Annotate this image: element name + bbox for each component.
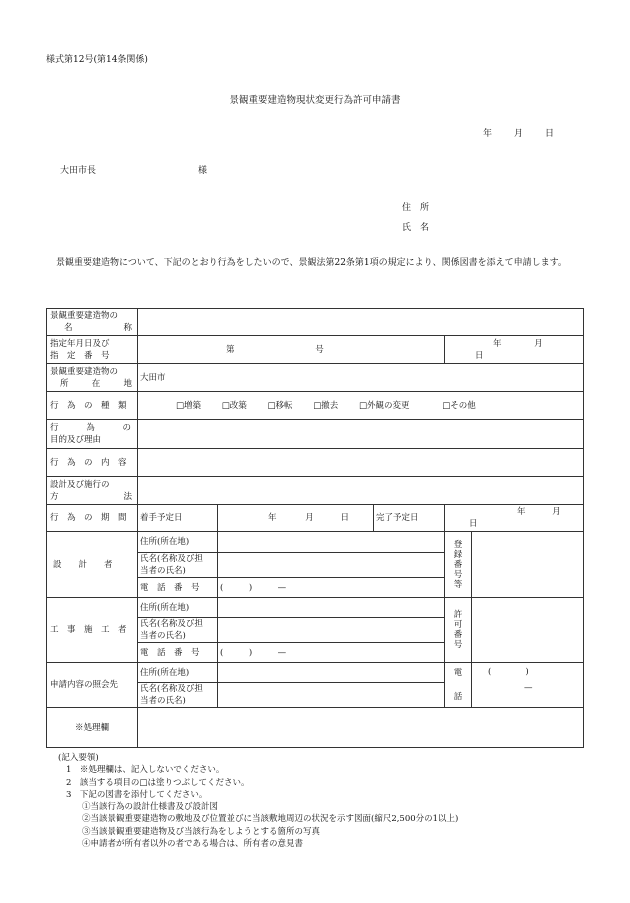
note-item: 1 ※処理欄は、記入しないでください。 (66, 765, 225, 776)
contact-address-field[interactable] (218, 663, 445, 683)
contact-address-label: 住所(所在地) (138, 663, 218, 683)
registration-number-label: 登 録 番 号 等 (445, 532, 472, 598)
application-table (46, 308, 584, 748)
note-item: 2 該当する項目の□は塗りつぶしてください。 (66, 777, 250, 788)
designer-address-field[interactable] (218, 532, 445, 553)
checkbox-other[interactable]: □その他 (442, 400, 476, 411)
contractor-address-field[interactable] (218, 598, 445, 618)
designer-address-label: 住所(所在地) (138, 532, 218, 553)
contact-tel-label: 電 話 (445, 663, 472, 708)
row-building-name (47, 309, 584, 336)
content-field[interactable] (138, 449, 584, 477)
contact-name-field[interactable] (218, 683, 445, 708)
addressee-suffix: 様 (198, 166, 208, 176)
purpose-label: 行 為 の 目的及び理由 (47, 420, 138, 449)
checkbox-extension[interactable]: □増築 (176, 400, 202, 411)
notes-heading: (記入要領) (58, 753, 99, 763)
processing-label: ※処理欄 (47, 708, 138, 748)
attachment-item: ④申請者が所有者以外の者である場合は、所有者の意見書 (82, 839, 304, 850)
row-processing (47, 708, 584, 748)
designer-name-field[interactable] (218, 553, 445, 578)
act-type-options (138, 392, 584, 420)
purpose-field[interactable] (138, 420, 584, 449)
date-year: 年 (483, 129, 493, 139)
filling-instructions (58, 752, 458, 850)
contact-label: 申請内容の照会先 (47, 663, 138, 708)
intro-paragraph: 景観重要建造物について、下記のとおり行為をしたいので、景観法第22条第1項の規定により、関係図書を添えて申請します。 (56, 258, 567, 268)
addressee: 大田市長 (60, 166, 97, 176)
start-date-field[interactable]: 年 月 日 (218, 505, 374, 532)
designer-phone-field[interactable]: ( ) — (218, 578, 445, 598)
designation-date-field[interactable]: 年 月 日 (445, 336, 584, 364)
checkbox-removal[interactable]: □撤去 (313, 400, 339, 411)
row-purpose (47, 420, 584, 449)
location-field[interactable]: 大田市 (138, 364, 584, 392)
applicant-address-label: 住 所 (402, 203, 430, 213)
design-method-label: 設計及び施行の 方 法 (47, 477, 138, 505)
row-content (47, 449, 584, 477)
end-date-field[interactable]: 年 月 日 (445, 505, 584, 532)
contractor-name-field[interactable] (218, 618, 445, 643)
row-act-type (47, 392, 584, 420)
contact-name-label: 氏名(名称及び担 当者の氏名) (138, 683, 218, 708)
row-contact-address (47, 663, 584, 683)
checkbox-relocation[interactable]: □移転 (267, 400, 293, 411)
date-line (0, 126, 630, 138)
content-label: 行 為 の 内 容 (47, 449, 138, 477)
row-period (47, 505, 584, 532)
contact-tel-field[interactable]: ( ) — (472, 663, 584, 708)
contractor-phone-label: 電 話 番 号 (138, 643, 218, 663)
building-name-label: 景観重要建造物の 名 称 (47, 309, 138, 336)
attachment-item: ①当該行為の設計仕様書及び設計図 (82, 802, 219, 813)
contractor-address-label: 住所(所在地) (138, 598, 218, 618)
start-date-label: 着手予定日 (138, 505, 218, 532)
registration-number-field[interactable] (472, 532, 584, 598)
design-method-field[interactable] (138, 477, 584, 505)
row-location (47, 364, 584, 392)
period-label: 行 為 の 期 間 (47, 505, 138, 532)
form-reference: 様式第12号(第14条関係) (46, 55, 148, 65)
designer-name-label: 氏名(名称及び担 当者の氏名) (138, 553, 218, 578)
date-month: 月 (514, 129, 524, 139)
location-label: 景観重要建造物の 所 在 地 (47, 364, 138, 392)
building-name-field[interactable] (138, 309, 584, 336)
checkbox-exterior-change[interactable]: □外観の変更 (358, 400, 410, 411)
note-item: 3 下記の図書を添付してください。 (66, 789, 208, 800)
end-date-label: 完了予定日 (374, 505, 445, 532)
permit-number-label: 許 可 番 号 (445, 598, 472, 663)
contractor-phone-field[interactable]: ( ) — (218, 643, 445, 663)
designer-phone-label: 電 話 番 号 (138, 578, 218, 598)
checkbox-rebuild[interactable]: □改築 (221, 400, 247, 411)
row-designer-address (47, 532, 584, 553)
row-contractor-address (47, 598, 584, 618)
permit-number-field[interactable] (472, 598, 584, 663)
applicant-name-label: 氏 名 (402, 223, 430, 233)
attachment-item: ②当該景観重要建造物の敷地及び位置並びに当該敷地周辺の状況を示す図面(縮尺2,500分の1以上) (82, 814, 459, 825)
row-design-method (47, 477, 584, 505)
processing-field (138, 708, 584, 748)
contractor-name-label: 氏名(名称及び担 当者の氏名) (138, 618, 218, 643)
designer-label: 設 計 者 (47, 532, 138, 598)
document-title: 景観重要建造物現状変更行為許可申請書 (229, 95, 401, 106)
contractor-label: 工 事 施 工 者 (47, 598, 138, 663)
designation-label: 指定年月日及び 指 定 番 号 (47, 336, 138, 364)
designation-number-field[interactable]: 第 号 (138, 336, 445, 364)
act-type-label: 行 為 の 種 類 (47, 392, 138, 420)
date-day: 日 (545, 129, 555, 139)
row-designation (47, 336, 584, 364)
attachment-item: ③当該景観重要建造物及び当該行為をしようとする箇所の写真 (82, 826, 321, 837)
